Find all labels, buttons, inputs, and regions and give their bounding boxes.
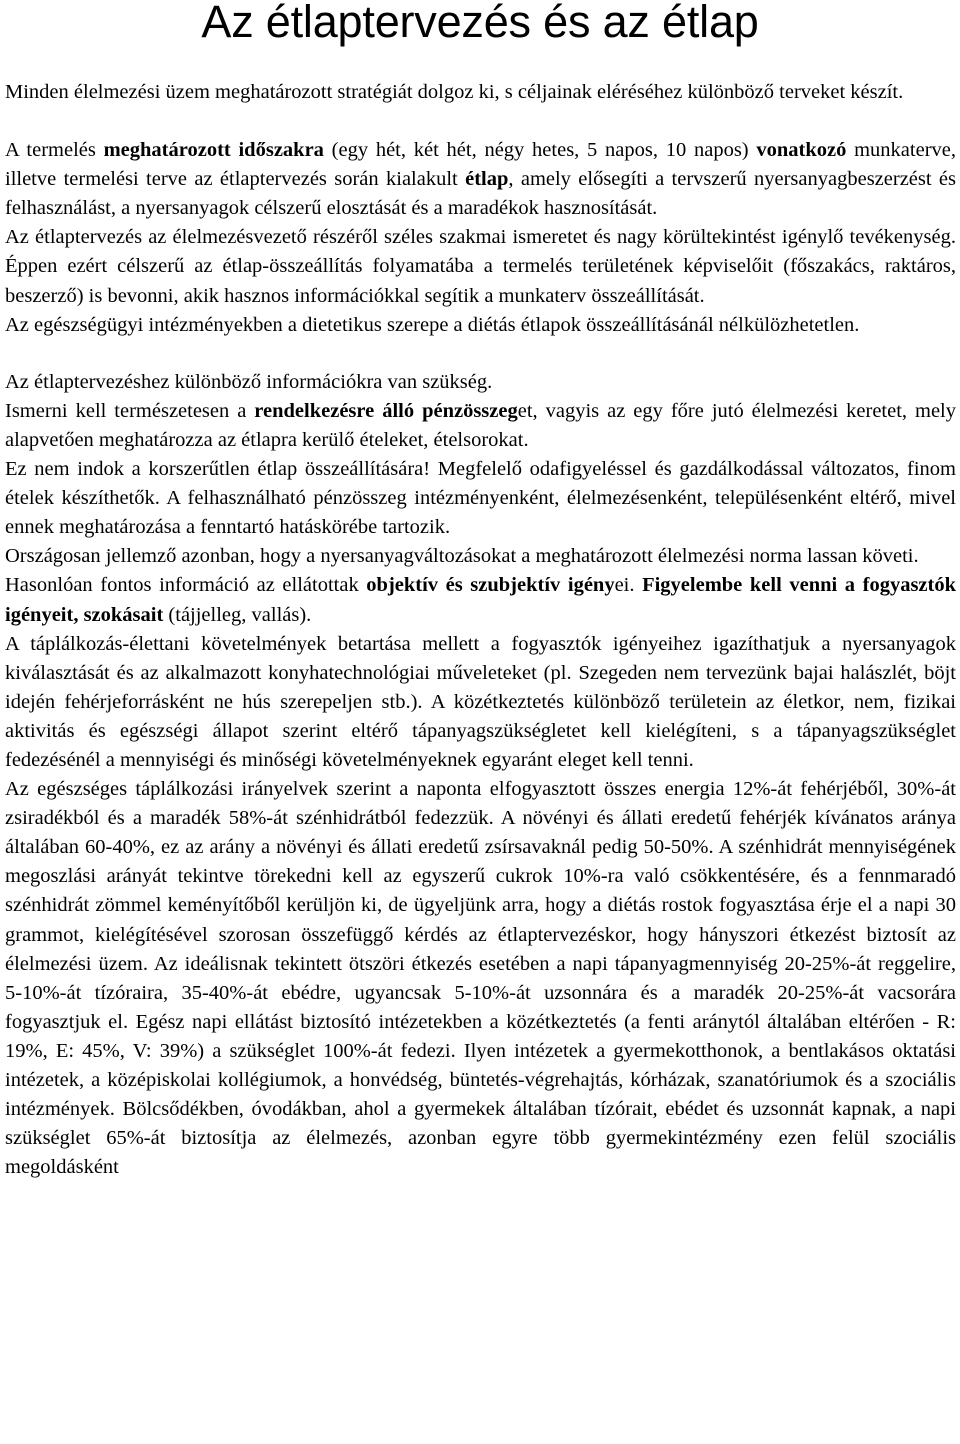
text-span: , amely elősegíti a tervszerű nyersanyagbeszerzést és felhasználást, a nyersanyagok célszerű elosztását és a maradékok hasznosítását. [5, 168, 957, 220]
text-span [374, 400, 382, 422]
paragraph-budget [5, 397, 956, 455]
paragraph-intro: Minden élelmezési üzem meghatározott stratégiát dolgoz ki, s céljainak eléréséhez különböző terveket készít. [5, 81, 904, 103]
text-span: ei. [614, 574, 643, 597]
text-span: et, vagyis az egy főre jutó élelmezési keretet, mely alapvetően meghatározza az étlapra kerülő ételeket, ételsorokat. [5, 399, 956, 451]
paragraph-consumer-needs [5, 571, 956, 629]
text-span: (tájjelleg, vallás). [163, 603, 312, 626]
paragraph-planning-expertise: Az étlaptervezés az élelmezésvezető részéről széles szakmai ismeretet és nagy körültekintést igénylő tevékenység. Éppen ezért célszerű az étlap-összeállítás folyamatába a termelés területének képviselőit (főszakács, raktáros, beszerző) is bevonni, akik hasznos információkkal segítik a munkaterv összeállítását. [5, 226, 956, 307]
text-span: (egy hét, két hét, négy hetes, 5 napos, 10 napos) [323, 139, 757, 162]
paragraph-information-needed: Az étlaptervezéshez különböző információkra van szükség. [5, 370, 493, 393]
bold-span: álló [382, 399, 415, 422]
bold-span: vonatkozó [756, 139, 847, 162]
text-span: A termelés [5, 139, 104, 162]
bold-span: objektív és szubjektív igény [366, 574, 615, 597]
paragraph-gap [5, 340, 956, 368]
bold-span: meghatározott időszakra [103, 139, 324, 162]
paragraph-dietitian: Az egészségügyi intézményekben a dietetikus szerepe a diétás étlapok összeállításánál nélkülözhetetlen. [5, 313, 860, 336]
bold-span: rendelkezésre [254, 399, 375, 422]
paragraph-production-plan [5, 136, 956, 223]
text-span: munkaterve, illetve termelési terve az étlaptervezés során kialakult [5, 139, 956, 191]
paragraph-gap [5, 107, 956, 136]
text-span: Ismerni kell természetesen a [5, 399, 255, 422]
paragraph-dietary-guidelines: Az egészséges táplálkozási irányelvek szerint a naponta elfogyasztott összes energia 12%-át fehérjéből, 30%-át zsiradékból és a maradék 58%-át szénhidrátból fedezzük. A növényi és állati eredetű fehérjék kívánatos aránya általában 60-40%, ez az arány a növényi és állati eredetű zsírsavaknál pedig 50-50%. A szénhidrát mennyiségének megoszlási arányát tekintve törekedni kell az egyszerű cukrok 10%-ra való csökkentésére, és a fennmaradó szénhidrát zömmel keményítőből kerüljön ki, de ügyeljünk arra, hogy a diétás rostok fogyasztása érje el a napi 30 grammot, kielégítésével szorosan összefüggő kérdés az étlaptervezéskor, hogy hányszori étkezést biztosít az élelmezési üzem. Az ideálisnak tekintett ötszöri étkezés esetében a napi tápanyagmennyiség 20-25%-át reggelire, 5-10%-át tízóraira, 35-40%-át ebédre, ugyancsak 5-10%-át uzsonnára és a maradék 20-25%-át vacsorára fogyasztjuk el. Egész napi ellátást biztosító intézetekben a közétkeztetés (a fenti aránytól általában eltérően - R: 19%, E: 45%, V: 39%) a szükséglet 100%-át fedezi. Ilyen intézetek a gyermekotthonok, a bentlakásos oktatási intézetek, a középiskolai kollégiumok, a honvédség, büntetés-végrehajtás, kórházak, szanatóriumok és a szociális intézmények. Bölcsődékben, óvodákban, ahol a gyermekek általában tízórait, ebédet és uzsonnát kapnak, a napi szükséglet 65%-át biztosítja az élelmezés, azonban egyre több gyermekintézmény ezen felül szociális megoldásként [5, 778, 956, 1179]
paragraph-norm: Országosan jellemző azonban, hogy a nyersanyagváltozásokat a meghatározott élelmezési norma lassan követi. [5, 545, 919, 568]
paragraph-nutrition-requirements: A táplálkozás-élettani követelmények betartása mellett a fogyasztók igényeihez igazíthatjuk a nyersanyagok kiválasztását és az alkalmazott konyhatechnológiai műveleteket (pl. Szegeden nem tervezünk bajai halászlét, böjt idején fehérjeforrásként ne hús szerepeljen stb.). A közétkeztetés különböző területein az életkor, nem, fizikai aktivitás és egészségi állapot szerint eltérő tápanyagszükségletet kell kielégíteni, s a tápanyagszükséglet fedezésénél a mennyiségi és minőségi követelményeknek egyaránt eleget kell tenni. [5, 632, 956, 771]
document-body [5, 78, 956, 1182]
bold-span: étlap [465, 168, 509, 191]
paragraph-not-an-excuse: Ez nem indok a korszerűtlen étlap összeállítására! Megfelelő odafigyeléssel és gazdálkodással változatos, finom ételek készíthetők. A felhasználható pénzösszeg intézményenként, élelmezésenként, településenként eltérő, mivel ennek meghatározása a fenntartó hatáskörébe tartozik. [5, 458, 956, 539]
bold-span: Figyelembe kell venni a fogyasztók igényeit, szokásait [5, 574, 957, 626]
page-title: Az étlaptervezés és az étlap [201, 0, 759, 47]
text-span [414, 400, 422, 422]
bold-span: pénzösszeg [422, 399, 518, 422]
text-span: Hasonlóan fontos információ az ellátottak [5, 574, 367, 597]
